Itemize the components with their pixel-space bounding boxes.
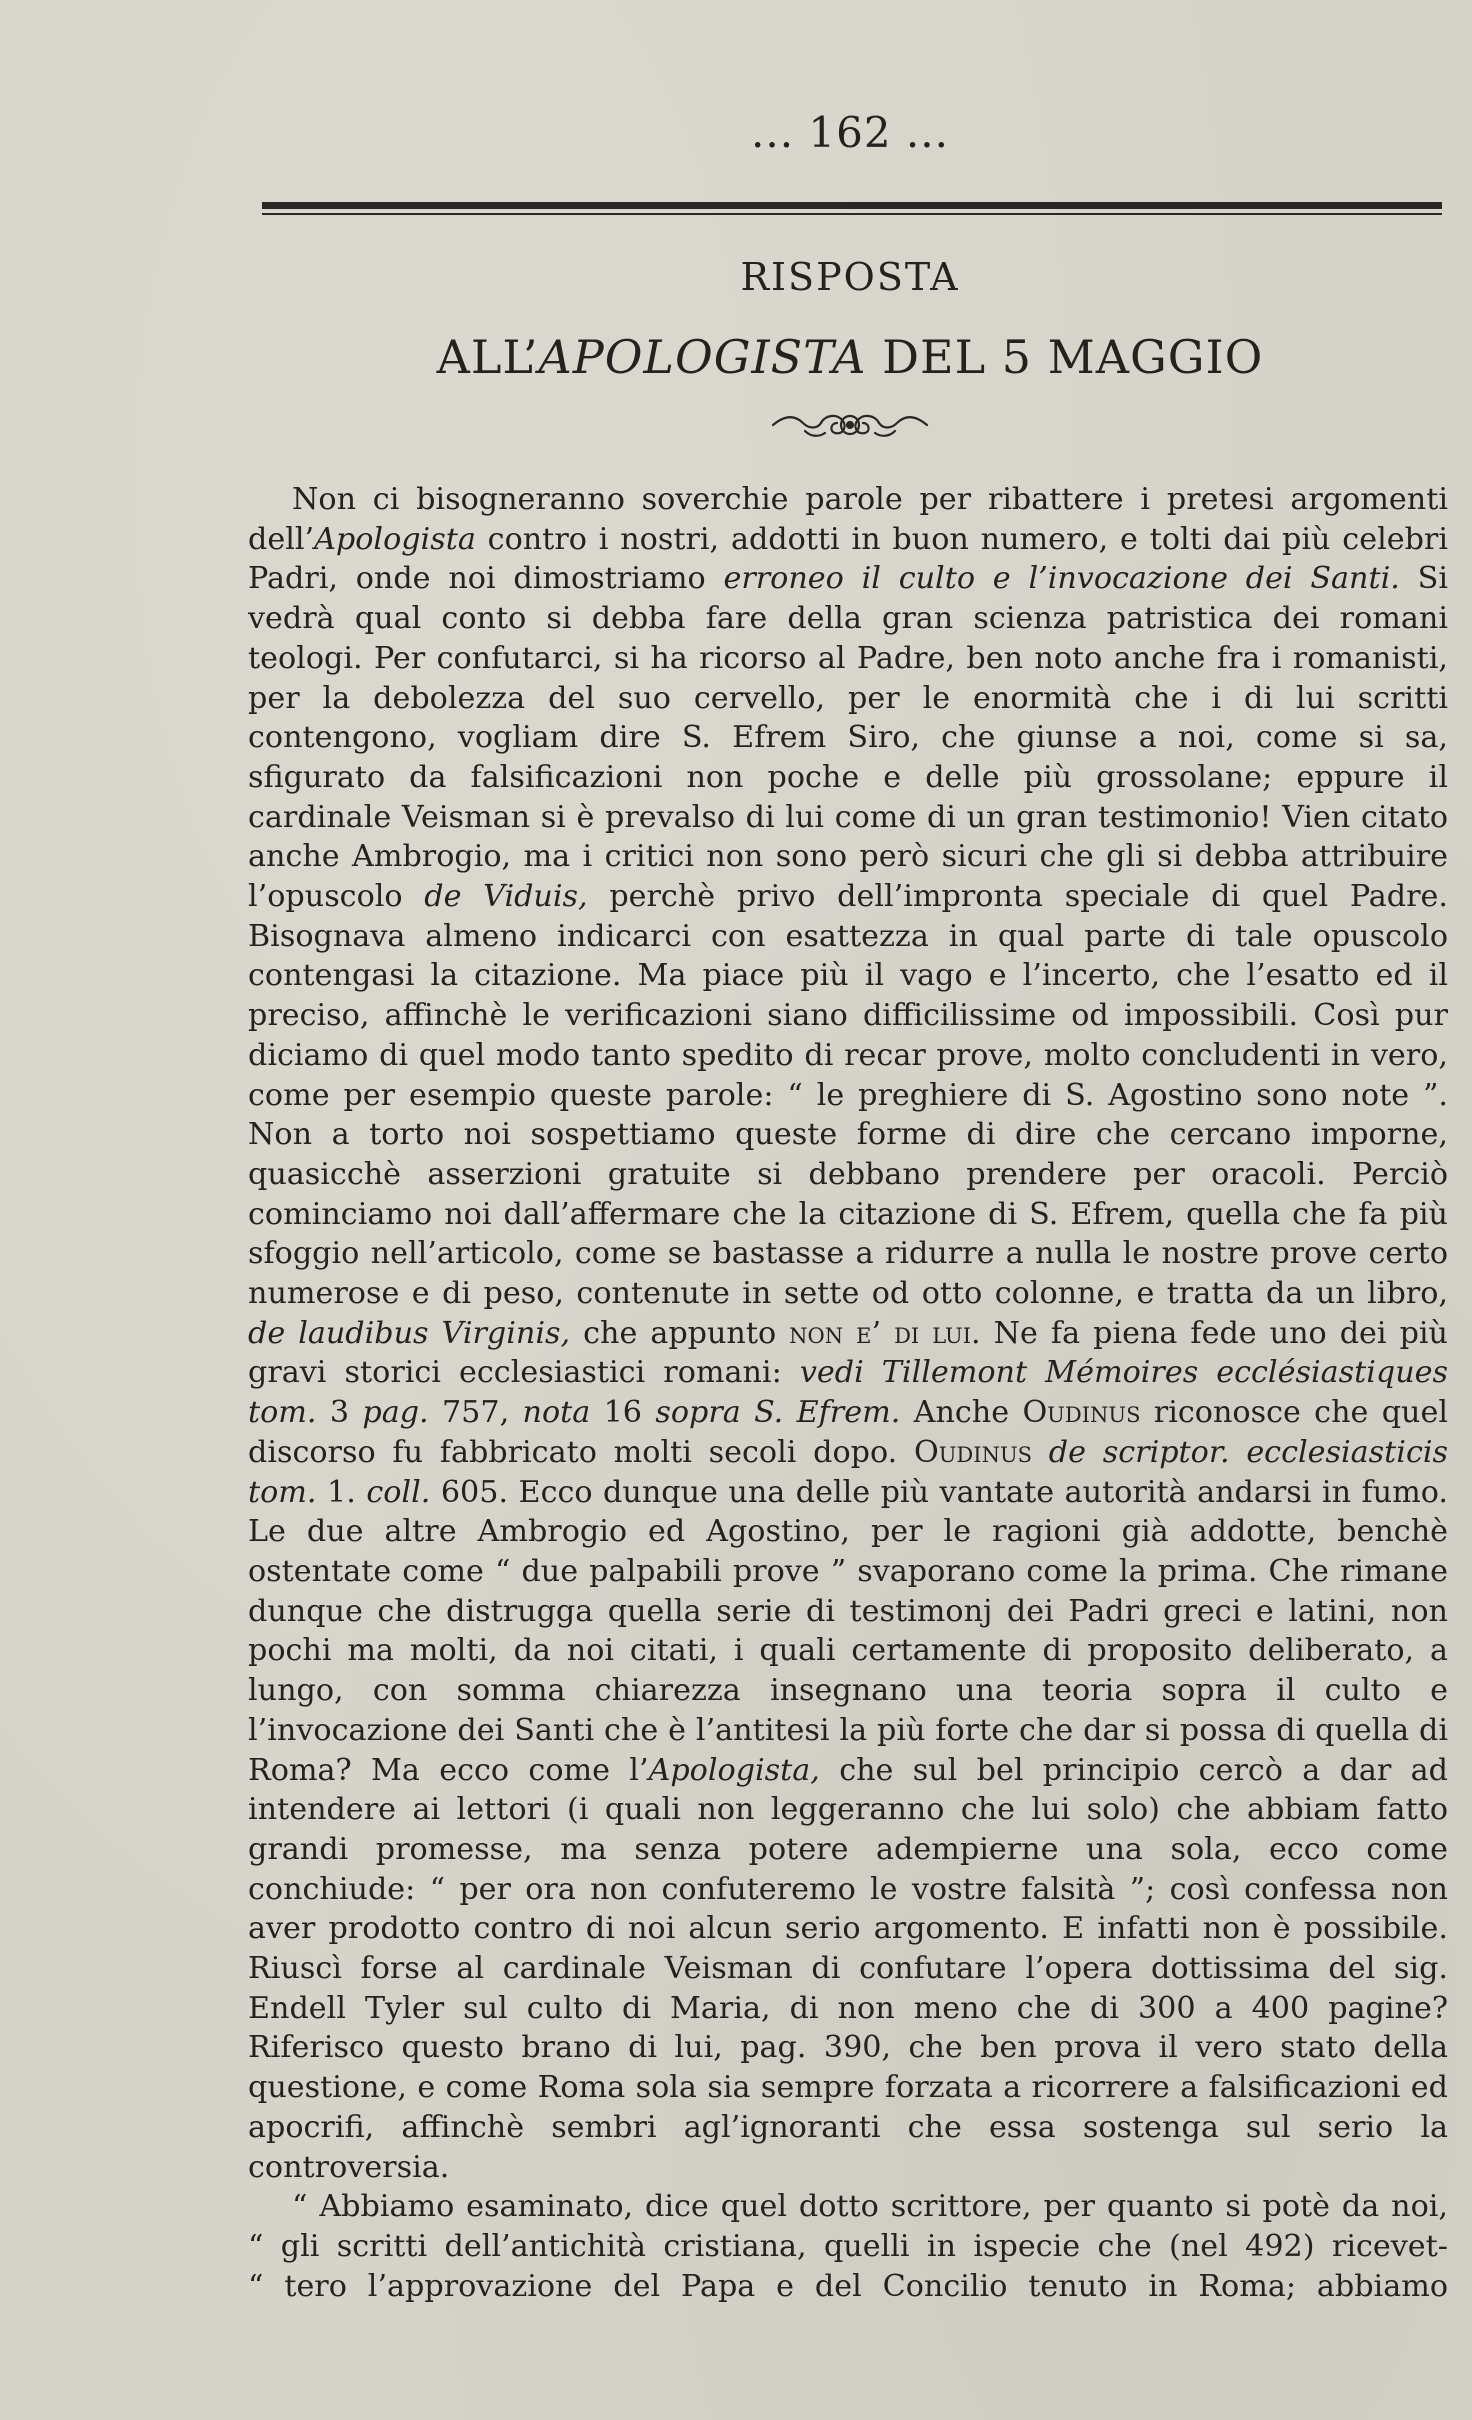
body-paragraph	[248, 480, 1448, 2187]
text-run: che appunto	[570, 1315, 790, 1351]
italic-text-run: erroneo il culto e l’invocazione dei Santi.	[723, 561, 1400, 597]
small-caps-text-run: non e’ di lui.	[789, 1315, 981, 1351]
text-run: Anche	[900, 1395, 1023, 1431]
text-run: 16	[590, 1395, 656, 1431]
title-suffix: DEL 5 MAGGIO	[882, 330, 1264, 384]
italic-text-run: de scriptor. ecclesiasticis tom.	[248, 1434, 1448, 1510]
text-run: contro i nostri, addotti in buon numero, e tolti dai più celebri Padri, onde noi dimostriamo	[248, 521, 1448, 597]
text-run: 1.	[316, 1474, 367, 1510]
italic-text-run: nota	[522, 1395, 591, 1431]
article-title-line-2	[0, 330, 1472, 384]
fleuron-ornament-icon	[765, 405, 935, 443]
title-prefix: ALL’	[436, 330, 539, 384]
italic-text-run: Apologista,	[648, 1752, 820, 1788]
title-italic-apologista: APOLOGISTA	[538, 330, 867, 384]
article-body	[248, 480, 1448, 2306]
header-rule-thick	[262, 202, 1442, 209]
italic-text-run: coll.	[366, 1474, 431, 1510]
small-caps-text-run: Oudinus	[1022, 1395, 1141, 1431]
text-run: 605. Ecco dunque una delle più vantate autorità andarsi in fumo. Le due altre Ambrogio ed Agostino, per le ragioni già addotte, benchè ostentate come “ due palpabili prove ” svaporano come la prima. Che rimane dunque che distrugga quella serie di testimonj dei Padri greci e latini, non pochi ma molti, da noi citati, i quali certamente di proposito deliberato, a lungo, con somma chiarezza insegnano una teoria sopra il culto e l’invocazione dei Santi che è l’antitesi la più forte che dar si possa di quella di Roma? Ma ecco come l’	[248, 1474, 1448, 1788]
text-run: 757,	[428, 1395, 523, 1431]
text-run: Ne fa piena fede uno dei più gravi storici ecclesiastici romani:	[248, 1315, 1449, 1391]
header-rule-thin	[262, 213, 1442, 215]
article-title-line-1: RISPOSTA	[740, 255, 960, 299]
text-run	[1032, 1435, 1049, 1470]
quote-line: “ Abbiamo esaminato, dice quel dotto scrittore, per quanto si potè da noi,	[292, 2189, 1448, 2225]
text-run: Non ci bisogneranno soverchie parole per ribattere i pretesi argomenti dell’	[248, 482, 1448, 557]
text-run: perchè privo dell’impronta speciale di quel Padre. Bisognava almeno indicarci con esattezza in qual parte di tale opuscolo contengasi la citazione. Ma piace più il vago e l’incerto, che l’esatto ed il preciso, affinchè le verificazioni siano difficilissime od impossibili. Così pur diciamo di quel modo tanto spedito di recar prove, molto concludenti in vero, come per esempio queste parole: “ le preghiere di S. Agostino sono note ”. Non a torto noi sospettiamo queste forme di dire che cercano imporne, quasicchè asserzioni gratuite si debbano prendere per oracoli. Perciò cominciamo noi dall’affermare che la citazione di S. Efrem, quella che fa più sfoggio nell’articolo, come se bastasse a ridurre a nulla le nostre prove certo numerose e di peso, contenute in sette od otto colonne, e tratta da un libro,	[248, 879, 1448, 1312]
small-caps-text-run: Oudinus	[913, 1434, 1033, 1470]
quoted-passage	[248, 2187, 1448, 2306]
italic-text-run: de laudibus Virginis,	[248, 1315, 571, 1351]
page-number: ... 162 ...	[751, 108, 949, 157]
text-run: che sul bel principio cercò a dar ad intendere ai lettori (i quali non leggeranno che lui solo) che abbiam fatto grandi promesse, ma senza potere adempierne una sola, ecco come conchiude: “ per ora non confuteremo le vostre falsità ”; così confessa non aver prodotto contro di noi alcun serio argomento. E infatti non è possibile. Riuscì forse al cardinale Veisman di confutare l’opera dottissima del sig. Endell Tyler sul culto di Maria, di non meno che di 300 a 400 pagine? Riferisco questo brano di lui, pag. 390, che ben prova il vero stato della questione, e come Roma sola sia sempre forzata a ricorrere a falsificazioni ed apocrifi, affinchè sembri agl’ignoranti che essa sostenga sul serio la controversia.	[248, 1752, 1448, 2185]
italic-text-run: de Viduis,	[424, 879, 588, 915]
italic-text-run: Apologista	[314, 521, 476, 557]
text-run: Si vedrà qual conto si debba fare della gran scienza patristica dei romani teologi. Per confutarci, si ha ricorso al Padre, ben noto anche fra i romanisti, per la debolezza del suo cervello, per le enormità che i di lui scritti contengono, vogliam dire S. Efrem Siro, che giunse a noi, come si sa, sfigurato da falsificazioni non poche e delle più grossolane; eppure il cardinale Veisman si è prevalso di lui come di un gran testimonio! Vien citato anche Ambrogio, ma i critici non sono però sicuri che gli si debba attribuire l’opuscolo	[248, 561, 1448, 915]
text-run: 3	[316, 1395, 363, 1431]
text-run: riconosce che quel discorso fu fabbricato molti secoli dopo.	[248, 1395, 1448, 1470]
italic-text-run: vedi Tillemont Mémoires ecclésiastiques tom.	[248, 1355, 1449, 1431]
quote-line: “ gli scritti dell’antichità cristiana, quelli in ispecie che (nel 492) ricevet-	[248, 2228, 1448, 2264]
italic-text-run: sopra S. Efrem.	[655, 1395, 901, 1431]
quote-line: “ tero l’approvazione del Papa e del Concilio tenuto in Roma; abbiamo	[248, 2268, 1448, 2304]
italic-text-run: pag.	[362, 1395, 429, 1431]
